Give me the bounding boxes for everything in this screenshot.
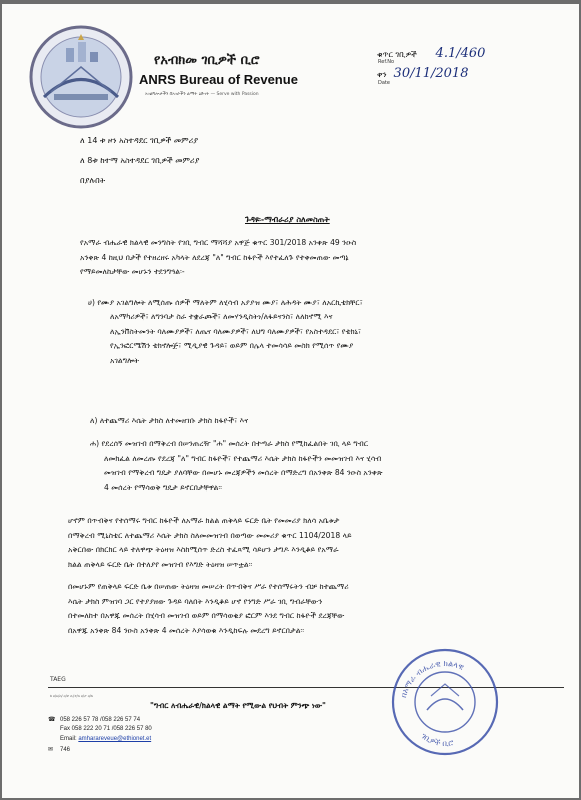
footer-email [48, 736, 151, 742]
ref-no-label: Ref.No [378, 59, 395, 65]
body-line: ለመክፈል ለመረጡ የደረጃ "ለ" ግብር ከፋዮች፣ የተጨማሪ እሴት ታክስ ከፋዮችን መመዝገብ እና ሂሳብ [104, 453, 382, 463]
body-item-b [90, 414, 248, 429]
body-line: እሴት ታክስ ምዝገባ ጋር የተያያዘው ጉዳይ ባለበት እንዲቆይ ሆኖ የንግድ ሥራ ገቢ ግብራቸውን [68, 596, 323, 606]
body-paragraph-3 [68, 580, 349, 638]
ref-number-value: 4.1/460 [435, 46, 486, 61]
org-name-english: ANRS Bureau of Revenue [139, 72, 298, 87]
body-line: የማይመለከታቸው መሆኑን ተደንግጓል፡- [80, 267, 185, 277]
body-line: 4 መሰረት የማሳወቅ ግዴታ ይኖርበታቸዋል፡፡ [104, 482, 223, 492]
footer-motto: "ግብር ለብሔራዊ/ክልላዊ ልማት የሚውል የህብት ምንጭ ነው" [150, 701, 326, 710]
stamp-text-top: በአማራ ብሔራዊ ክልላዊ [398, 658, 466, 699]
footer-phone [48, 716, 140, 723]
email-label: Email: [60, 736, 77, 742]
body-line: ለኢንቨስትመንት ባለሙያዎች፣ ለጤና ባለሙያዎች፣ ለህግ ባለሙያዎች፣ የአስተዳደር፣ የቴክኒ፣ [110, 326, 362, 336]
email-link[interactable]: amharareveue@ethionet.et [78, 736, 152, 742]
footer-code: TAEG [50, 676, 66, 683]
body-line: የኢንፎርሜሽን ቴክኖሎጅ፣ ሚዲያዊ ጉዳይ፣ ወይም በሌላ ተመሳሳይ መስክ የሚሰጥ የሙያ [110, 341, 354, 351]
body-line: ለአማካሪዎች፣ ለግንባታ ስራ ተቋራጮች፣ ለመሃንዲስትነ/ለፋይናንስ፣ ለለከኖሚ እና [110, 312, 333, 322]
official-stamp-icon [387, 644, 503, 760]
bureau-logo-icon [26, 22, 136, 132]
ref-date-sub-label: Date [378, 80, 390, 86]
ref-date-row [377, 66, 468, 81]
body-item-c [90, 437, 383, 495]
letter-page [2, 4, 579, 798]
body-line: በማቅረብ ሚኒስቴር ለተጨማሪ እሴት ታክስ ስለመመዝገብ በወጣው መመሪያ ቁጥር 1104/2018 ላይ [68, 530, 352, 540]
body-line: አቅርበው በክርክር ላይ ተለዋጭ ትዕዛዝ እስከሚሰጥ ድረስ ተፈጻሚ ሳይሆን ታግዶ እንዲቆይ የአማራ [68, 545, 339, 555]
letter-subject: ጉዳዩ፡-ማብራሪያ ስለመስጠት [245, 215, 330, 224]
body-line: ሀ) የሙያ አገልግሎት ለሚሰጡ ሰዎች ማለትም ለሂሳብ አያያዝ ሙያ፣ ለሕዳት ሙያ፣ ለአርኪቴክቸር፣ [88, 298, 363, 307]
body-line: ለ) ለተጨማሪ እሴት ታክስ ለተመዘገቡ ታክስ ከፋዮች፣ እና [90, 416, 249, 425]
footer-pobox [48, 746, 70, 753]
phone-text: 058 226 57 78 /058 226 57 74 [60, 717, 141, 723]
ref-date-label: ቀን [377, 70, 387, 79]
mailbox-icon: ✉ [48, 747, 54, 753]
footer-small-text: ከ ዐ/አ/ሰ/ ዐ/ቀ ሲ/ተ/ሰ ዐ/ታ ዐ/ለ [50, 694, 93, 698]
body-line: መዝገብ የማቅረብ ግዴታ ያለባቸው በመሆኑ መረጃዎችን መሰረት በማድረግ በአንቀጽ 84 ንዑስ አንቀጽ [104, 468, 383, 478]
org-motto: አገልግሎታችን በአገራችን ልማት ዕድገት — Serve with Passion [145, 92, 259, 97]
pobox-text: 746 [60, 747, 71, 753]
addressee-line: ለ 8ቱ ከተማ አስተዳደር ገቢዎች መምሪያ [80, 156, 200, 165]
body-line: አንቀጽ 4 ከዚህ በታች የተዘረዘሩ አካላት ለደረጃ "ለ" ግብር ከፋዮች እየተፈለጉ የተቀመጠው መጣኔ [80, 252, 349, 262]
body-intro [80, 236, 356, 280]
org-name-amharic: የአብክመ ገቢዎች ቢሮ [154, 53, 260, 68]
addressee-line: ለ 14 ቱ ዞን አስተዳደር ገቢዎች መምሪያ [80, 136, 199, 145]
body-line: በመሆኑም የጠቅላይ ፍርድ ቤቱ በሠጠው ትዕዛዝ መሠረት በጥብቅና ሥራ የተሰማሩትን ብቻ ከተጨማሪ [68, 582, 349, 591]
body-item-a [88, 296, 363, 368]
body-line: አገልግሎት [110, 355, 140, 365]
phone-icon: ☎ [48, 717, 56, 723]
body-line: በአዋጁ አንቀጽ 84 ንዑስ አንቀጽ 4 መሰረት እያሳወቁ እንዲከፍሉ መደረግ ይኖርበታል፡፡ [68, 625, 305, 635]
svg-text:ገቢዎች ቢሮ [420, 731, 455, 748]
body-line: ሆኖም በጥብቅና የተሰማሩ ግብር ከፋዮች ለአማራ ክልል ጠቅላይ ፍርድ ቤት የመመሪያ ክለሳ አቤቱታ [68, 516, 340, 525]
addressee-line: በያሉበት [80, 176, 106, 185]
stamp-text-bottom: ገቢዎች ቢሮ [419, 731, 455, 749]
body-line: በተመለከተ በአዋጁ መሰረት በሂሳብ መዝገብ ወይም በማሳወቂያ ፎርም እንደ ግብር ከፋዮች ደረጃቸው [68, 611, 345, 621]
ref-number-label: ቁጥር ገቢዎች [377, 50, 417, 59]
body-line: ሐ) የደረሰኝ መዝገብ በማቅረብ በሠንጠረዥ "ሐ" መሰረት በተጣራ ታክስ የሚከፈልበት ገቢ ላይ ግብር [90, 439, 369, 448]
body-line: የአማራ ብሔራዊ ክልላዊ መንግስት የገቢ ግብር ማሻሻያ አዋጅ ቁጥር 301/2018 አንቀጽ 49 ንዑስ [80, 238, 357, 247]
footer-fax: Fax 058 222 20 71 /058 226 57 80 [60, 726, 152, 732]
body-line: ክልል ጠቅላይ ፍርድ ቤት በተለያየ መዝገብ የእግድ ትዕዛዝ ሠጥቷል፡፡ [68, 559, 253, 569]
ref-date-value: 30/11/2018 [393, 66, 469, 81]
body-paragraph-2 [68, 514, 352, 572]
